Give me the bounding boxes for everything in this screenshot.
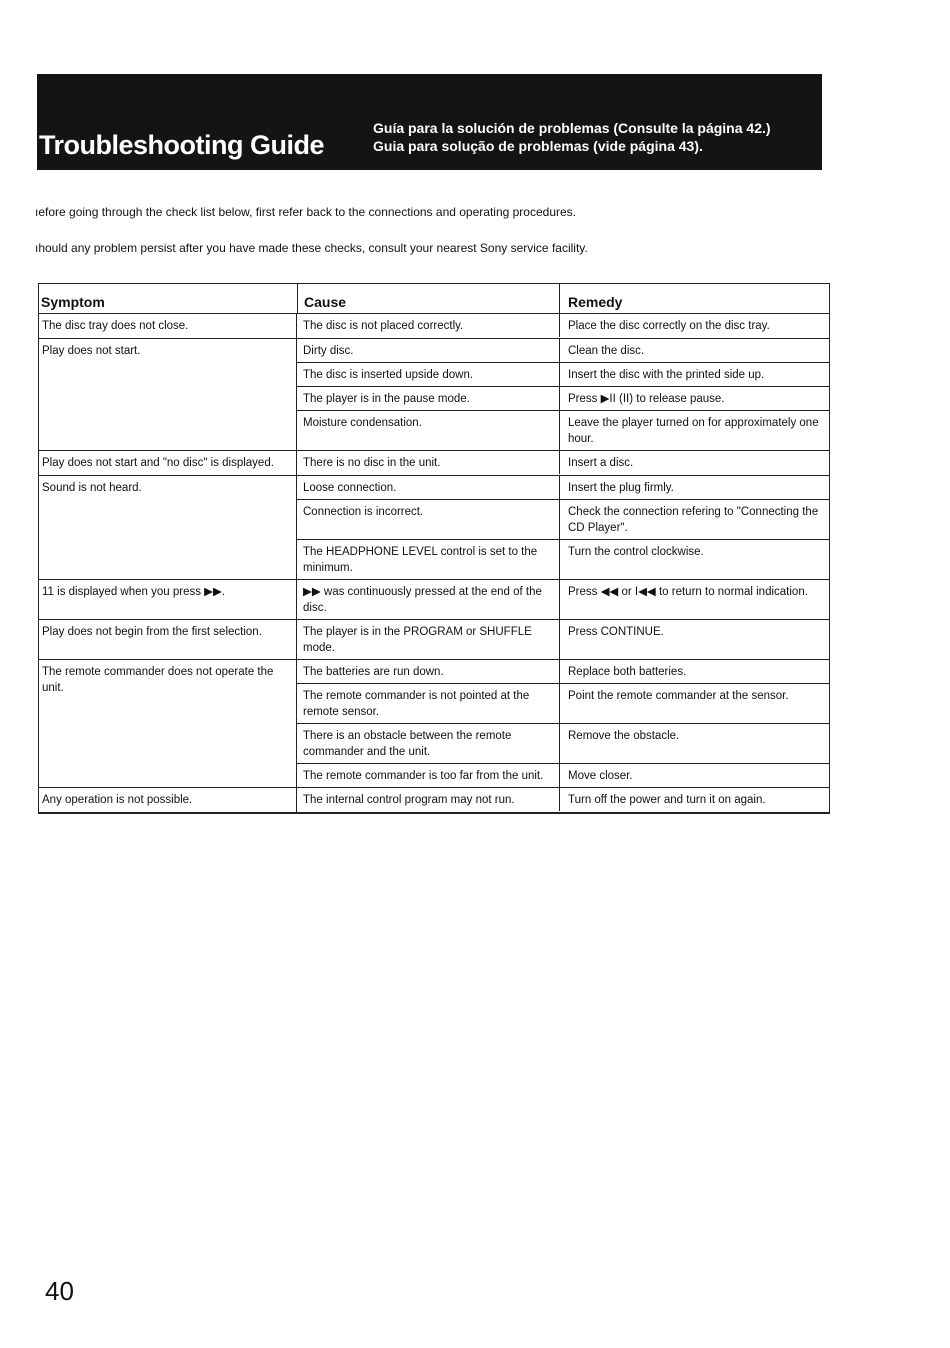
table-row [39,476,829,580]
table-row [39,620,829,660]
header-cause: Cause [297,284,559,313]
cause-cell: The remote commander is not pointed at the remote sensor. [303,690,530,718]
cause-remedy-row [297,387,829,411]
cause-cell: There is no disc in the unit. [303,457,441,469]
remedy-cell: Place the disc correctly on the disc tray. [559,314,829,337]
cause-cell: The HEADPHONE LEVEL control is set to the minimum. [303,546,538,574]
cause-cell: The player is in the PROGRAM or SHUFFLE mode. [303,626,532,654]
symptom-cell: 11 is displayed when you press ▶▶. [42,586,226,598]
cause-remedy-list [296,620,829,659]
subtitle-portuguese: Guia para solução de problemas (vide página 43). [373,138,703,154]
remedy-cell: Press CONTINUE. [559,620,829,659]
cause-remedy-row [297,788,829,811]
cause-cell: The disc is inserted upside down. [303,369,474,381]
remedy-cell: Remove the obstacle. [559,724,829,763]
remedy-cell: Turn off the power and turn it on again. [559,788,829,811]
cause-remedy-row [297,500,829,540]
troubleshooting-table [38,283,830,814]
remedy-cell: Insert the disc with the printed side up. [559,363,829,386]
remedy-cell: Clean the disc. [559,339,829,362]
header-banner [37,74,822,170]
symptom-cell: Play does not start and "no disc" is displayed. [42,457,274,469]
page-title: Troubleshooting Guide [39,130,324,160]
symptom-cell: The remote commander does not operate the unit. [42,666,274,694]
cause-cell: The remote commander is too far from the unit. [303,770,544,782]
remedy-cell: Point the remote commander at the sensor. [559,684,829,723]
remedy-cell: Leave the player turned on for approximately one hour. [559,411,829,450]
cause-remedy-row [297,620,829,659]
cause-remedy-row [297,580,829,619]
symptom-cell: Play does not start. [42,345,141,357]
cause-remedy-list [296,451,829,475]
cause-remedy-row [297,724,829,764]
symptom-cell: Any operation is not possible. [42,794,193,806]
table-body [39,314,829,813]
cause-cell: The batteries are run down. [303,666,444,678]
page-number: 40 [45,1276,74,1306]
cause-cell: Connection is incorrect. [303,506,424,518]
cause-cell: There is an obstacle between the remote commander and the unit. [303,730,512,758]
cause-cell: The player is in the pause mode. [303,393,470,405]
cause-cell: Loose connection. [303,482,397,494]
cause-remedy-row [297,764,829,787]
table-row [39,788,829,813]
cause-cell: The disc is not placed correctly. [303,320,464,332]
remedy-cell: Turn the control clockwise. [559,540,829,579]
cause-cell: Moisture condensation. [303,417,422,429]
table-header [39,284,829,314]
subtitle-spanish: Guía para la solución de problemas (Consulte la página 42.) [373,120,771,136]
table-row [39,580,829,620]
intro-line-2: ıhould any problem persist after you have made these checks, consult your nearest Sony service facility. [35,241,588,255]
remedy-cell: Insert the plug firmly. [559,476,829,499]
cause-remedy-row [297,363,829,387]
symptom-cell: The disc tray does not close. [42,320,189,332]
table-row [39,660,829,788]
cause-remedy-list [296,339,829,450]
cause-remedy-row [297,411,829,450]
cause-remedy-row [297,540,829,579]
cause-remedy-row [297,684,829,724]
cause-remedy-list [296,660,829,787]
remedy-cell: Insert a disc. [559,451,829,474]
cause-remedy-list [296,476,829,579]
cause-remedy-list [296,580,829,619]
cause-remedy-list [296,788,829,812]
header-remedy: Remedy [559,284,829,313]
cause-cell: Dirty disc. [303,345,354,357]
cause-cell: The internal control program may not run. [303,794,515,806]
remedy-cell: Move closer. [559,764,829,787]
table-row [39,339,829,451]
remedy-cell: Press ◀◀ or I◀◀ to return to normal indication. [559,580,829,619]
remedy-cell: Replace both batteries. [559,660,829,683]
cause-cell: ▶▶ was continuously pressed at the end of the disc. [303,586,542,614]
header-symptom: Symptom [41,294,105,310]
banner-subtitles [373,119,771,155]
cause-remedy-row [297,476,829,500]
symptom-cell: Play does not begin from the first selection. [42,626,262,638]
table-row [39,314,829,339]
remedy-cell: Check the connection refering to "Connecting the CD Player". [559,500,829,539]
cause-remedy-list [296,314,829,338]
cause-remedy-row [297,451,829,474]
table-row [39,451,829,476]
intro-line-1: ıefore going through the check list below, first refer back to the connections and operating procedures. [35,205,576,219]
remedy-cell: Press ▶II (II) to release pause. [559,387,829,410]
cause-remedy-row [297,314,829,337]
cause-remedy-row [297,660,829,684]
symptom-cell: Sound is not heard. [42,482,142,494]
cause-remedy-row [297,339,829,363]
